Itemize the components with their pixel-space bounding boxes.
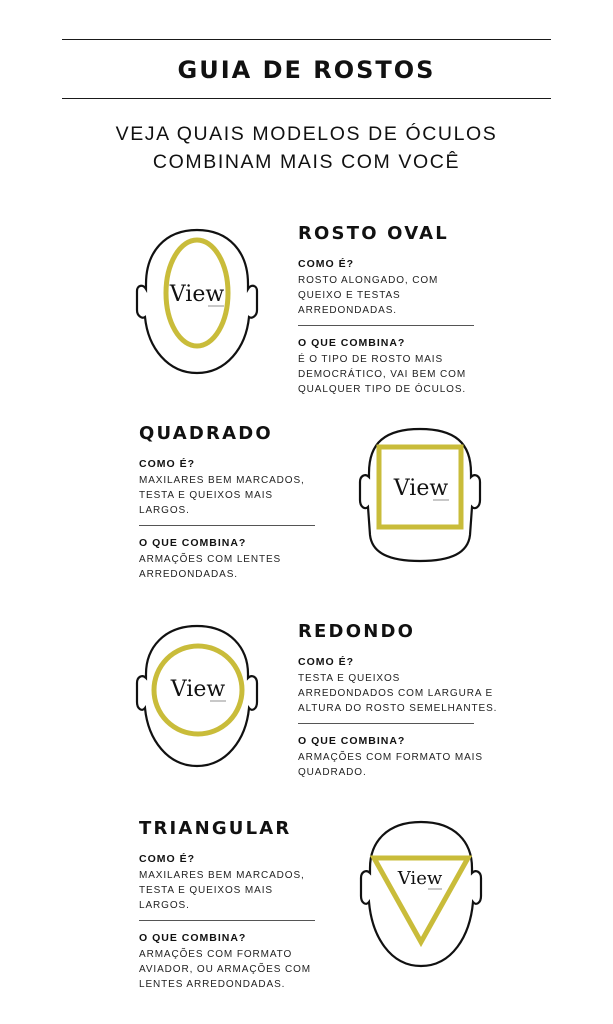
- round-q1: COMO É?: [298, 656, 354, 668]
- square-q1: COMO É?: [139, 458, 195, 470]
- triangular-heading: TRIANGULAR: [139, 818, 292, 839]
- oval-q1: COMO É?: [298, 258, 354, 270]
- square-heading: QUADRADO: [139, 423, 273, 444]
- round-divider: [298, 723, 474, 724]
- square-a1: MAXILARES BEM MARCADOS, TESTA E QUEIXOS MAIS LARGOS.: [139, 475, 305, 516]
- triangular-q1: COMO É?: [139, 853, 195, 865]
- triangular-info: [139, 818, 339, 992]
- round-heading: REDONDO: [298, 621, 416, 642]
- triangular-divider: [139, 920, 315, 921]
- triangular-logo: View: [397, 868, 443, 889]
- page-title: GUIA DE ROSTOS: [177, 56, 436, 84]
- oval-face-illustration: [134, 226, 260, 378]
- subtitle-line-1: VEJA QUAIS MODELOS DE ÓCULOS: [115, 123, 498, 145]
- triangular-a1: MAXILARES BEM MARCADOS, TESTA E QUEIXOS MAIS LARGOS.: [139, 870, 305, 911]
- round-q2: O QUE COMBINA?: [298, 735, 406, 747]
- square-q2: O QUE COMBINA?: [139, 537, 247, 549]
- square-a2: ARMAÇÕES COM LENTES ARREDONDADAS.: [139, 554, 282, 580]
- square-info: [139, 423, 339, 582]
- oval-a2: É O TIPO DE ROSTO MAIS DEMOCRÁTICO, VAI BEM COM QUALQUER TIPO DE ÓCULOS.: [298, 354, 467, 395]
- oval-info: [298, 223, 498, 397]
- oval-a1: ROSTO ALONGADO, COM QUEIXO E TESTAS ARREDONDADAS.: [298, 275, 439, 316]
- round-a2: ARMAÇÕES COM FORMATO MAIS QUADRADO.: [298, 752, 483, 778]
- round-face-illustration: [134, 622, 260, 772]
- oval-logo: View: [169, 282, 225, 307]
- round-a1: TESTA E QUEIXOS ARREDONDADOS COM LARGURA E ALTURA DO ROSTO SEMELHANTES.: [298, 673, 498, 714]
- square-logo: View: [393, 476, 449, 501]
- triangular-face-illustration: [358, 818, 484, 970]
- oval-divider: [298, 325, 474, 326]
- oval-q2: O QUE COMBINA?: [298, 337, 406, 349]
- square-face-illustration: [357, 425, 483, 565]
- oval-heading: ROSTO OVAL: [298, 223, 449, 244]
- title-bottom-rule: [62, 98, 551, 99]
- page-subtitle: [0, 120, 613, 176]
- subtitle-line-2: COMBINAM MAIS COM VOCÊ: [152, 151, 461, 173]
- top-rule: [62, 39, 551, 40]
- triangular-q2: O QUE COMBINA?: [139, 932, 247, 944]
- triangular-a2: ARMAÇÕES COM FORMATO AVIADOR, OU ARMAÇÕES COM LENTES ARREDONDADAS.: [139, 949, 311, 990]
- square-divider: [139, 525, 315, 526]
- round-logo: View: [170, 677, 226, 702]
- round-info: [298, 621, 498, 780]
